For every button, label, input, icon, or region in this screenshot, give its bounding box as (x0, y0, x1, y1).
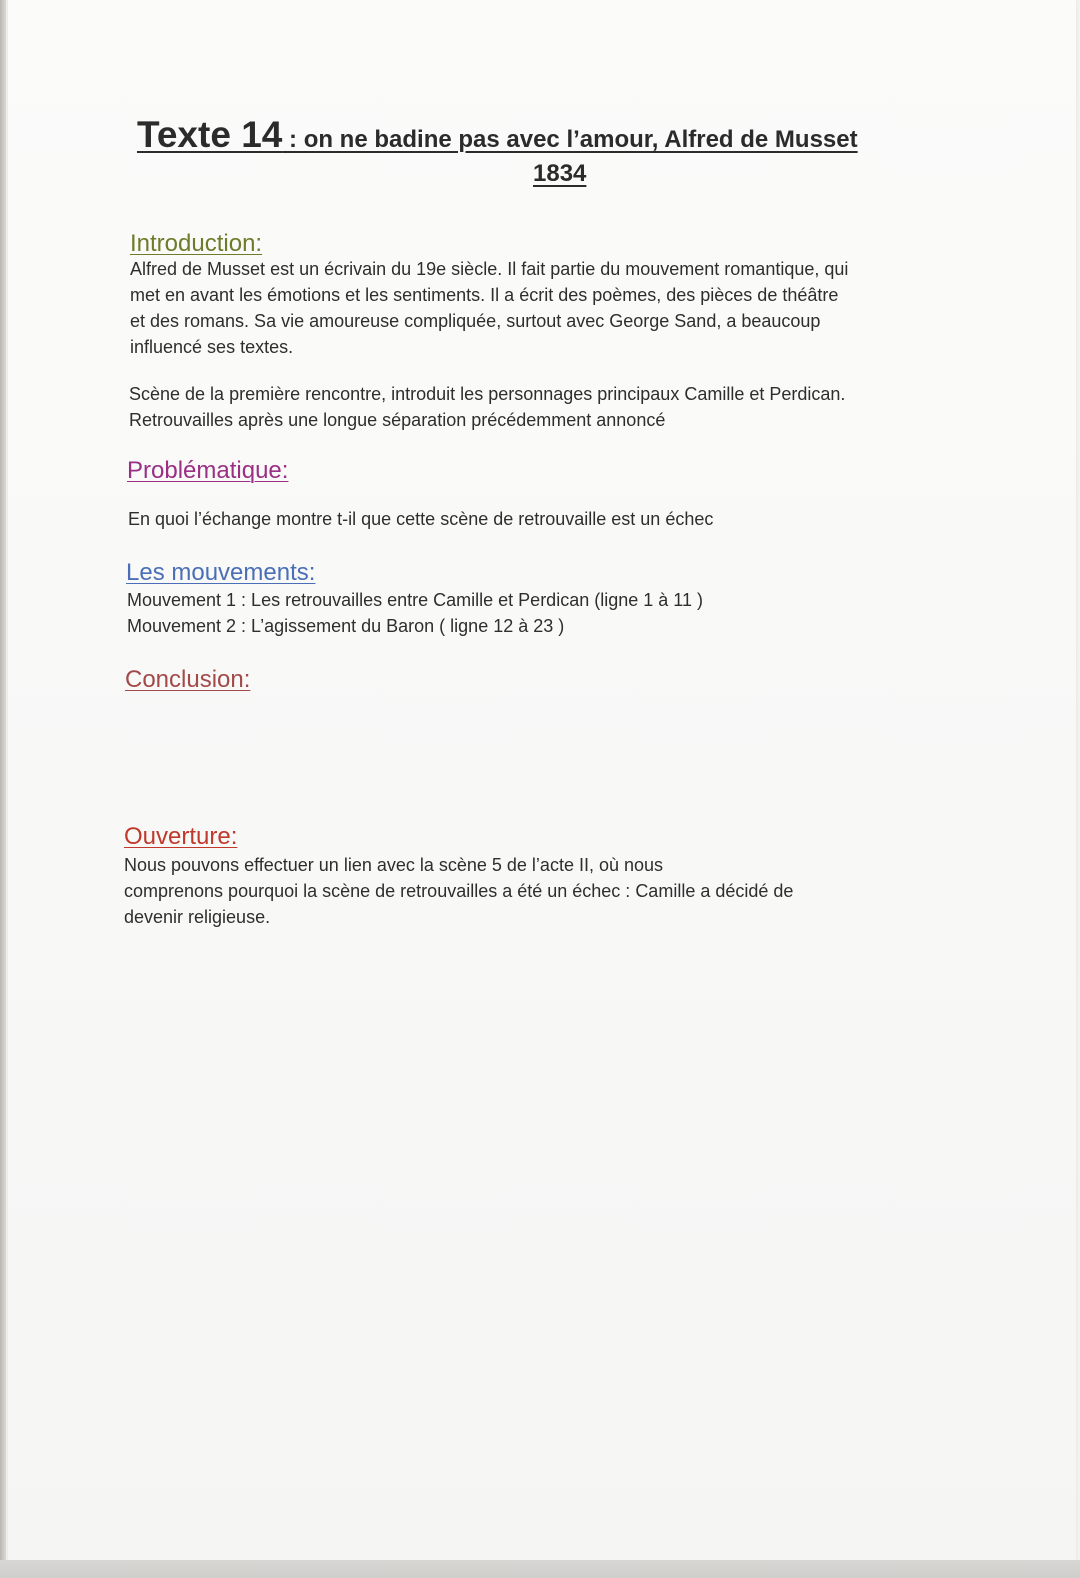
introduction-paragraph (130, 256, 1010, 360)
mouvements-list (127, 587, 1007, 639)
introduction-line: et des romans. Sa vie amoureuse compliquée, surtout avec George Sand, a beaucoup (130, 311, 821, 331)
title-subtitle: : on ne badine pas avec l’amour, Alfred de Musset (282, 126, 858, 153)
ouverture-paragraph (124, 852, 964, 930)
title-year: 1834 (533, 160, 587, 187)
ouverture-heading: Ouverture: (124, 823, 238, 850)
scene-line: Retrouvailles après une longue séparation précédemment annoncé (129, 410, 666, 430)
scene-paragraph (129, 381, 1009, 433)
mouvement-item: Mouvement 1 : Les retrouvailles entre Camille et Perdican (ligne 1 à 11 ) (127, 590, 703, 610)
conclusion-heading: Conclusion: (125, 666, 251, 693)
ouverture-line: comprenons pourquoi la scène de retrouvailles a été un échec : Camille a décidé de (124, 881, 794, 901)
paper-left-edge (0, 0, 6, 1578)
problematique-text (128, 506, 1008, 532)
ouverture-line: devenir religieuse. (124, 907, 271, 927)
mouvements-heading: Les mouvements: (126, 559, 316, 586)
introduction-line: influencé ses textes. (130, 337, 294, 357)
problematique-line: En quoi l’échange montre t-il que cette scène de retrouvaille est un échec (128, 509, 714, 529)
introduction-line: met en avant les émotions et les sentiments. Il a écrit des poèmes, des pièces de théâtre (130, 285, 839, 305)
title-number: Texte 14 (137, 114, 283, 155)
document-title (137, 114, 858, 156)
mouvement-item: Mouvement 2 : L’agissement du Baron ( ligne 12 à 23 ) (127, 616, 565, 636)
introduction-line: Alfred de Musset est un écrivain du 19e siècle. Il fait partie du mouvement romantique, qui (130, 259, 849, 279)
introduction-heading: Introduction: (130, 230, 263, 257)
scene-line: Scène de la première rencontre, introduit les personnages principaux Camille et Perdican. (129, 384, 846, 404)
ouverture-line: Nous pouvons effectuer un lien avec la scène 5 de l’acte II, où nous (124, 855, 664, 875)
problematique-heading: Problématique: (127, 457, 289, 484)
paper-bottom-edge (0, 1560, 1080, 1578)
